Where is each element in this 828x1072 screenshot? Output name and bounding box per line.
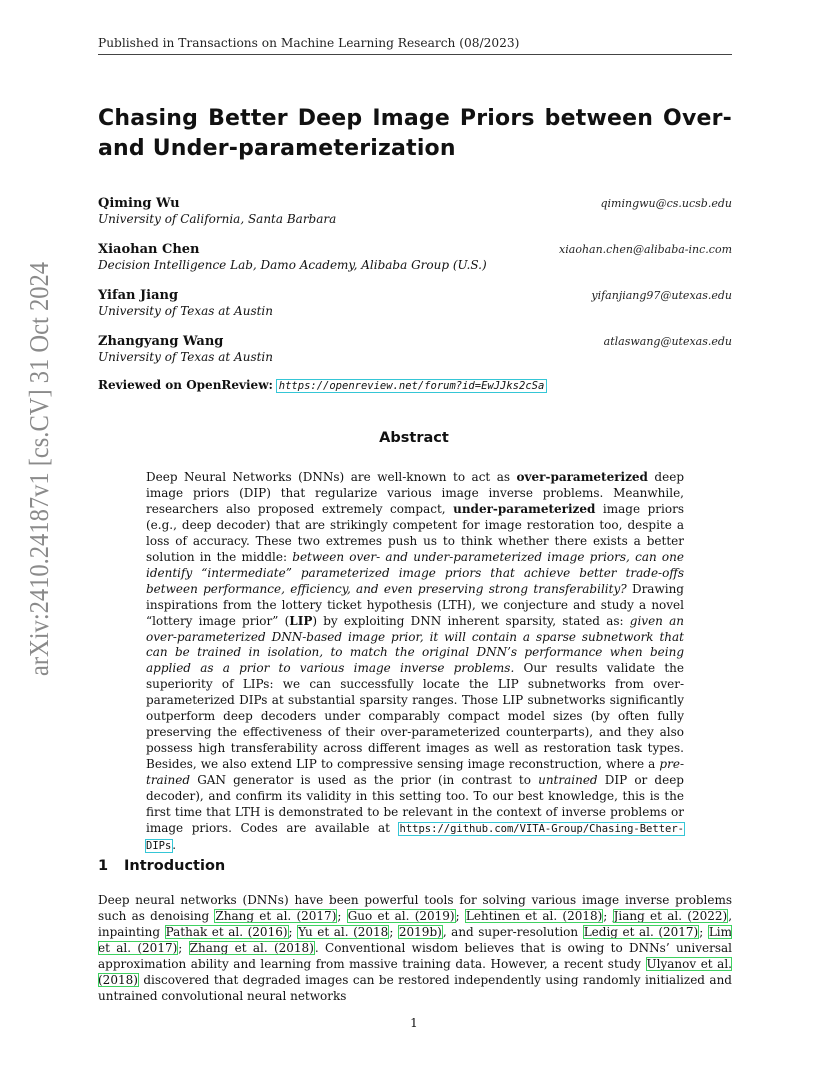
citation-link[interactable]: Ulyanov et al. (2018) <box>98 956 732 987</box>
arxiv-identifier-svg <box>8 262 60 676</box>
abstract-text: deep image priors (DIP) that regularize various image inverse problems. Meanwhile, researchers also proposed extremely compact, <box>146 470 685 516</box>
abstract-text: Deep Neural Networks (DNNs) are well-known to act as <box>146 470 517 484</box>
citation-link[interactable]: Zhang et al. (2017) <box>215 908 337 923</box>
abstract-bold: LIP <box>289 613 313 628</box>
section-title: Introduction <box>124 858 226 874</box>
intro-text: , inpainting <box>98 908 733 939</box>
intro-text: . Conventional wisdom believes that is owing to DNNs’ universal approximation ability and learning from massive training data. However, a recent study <box>98 940 733 971</box>
intro-text: discovered that degraded images can be restored independently using randomly initialized and untrained convolutional neural networks <box>98 972 732 1003</box>
abstract-body <box>146 470 684 855</box>
citation-link[interactable]: Lim et al. (2017) <box>98 924 733 955</box>
abstract-text: Our results validate the superiority of LIPs: we can successfully locate the LIP subnetworks from over-parameterized DIPs at substantial sparsity ranges. Those LIP subnetworks significantly outperform deep decoders under comparably compact model sizes (by often fully preserving the effectiveness of their over-parameterized counterparts), and they also possess high transferability across different images as well as restoration task types. Besides, we also extend LIP to compressive sensing image reconstruction, where a <box>146 661 684 772</box>
author-entry <box>98 196 732 242</box>
abstract-italic: between over- and under-parameterized image priors, can one identify “intermediate” parameterized image priors that achieve better trade-offs between performance, efficiency, and even preserving strong transferability? <box>146 549 684 596</box>
intro-text: ; <box>603 908 613 923</box>
abstract-italic: given an over-parameterized DNN-based image prior, it will contain a sparse subnetwork that can be trained in isolation, to match the original DNN’s performance when being applied as a prior to various image inverse problems. <box>146 613 685 676</box>
author-affiliation: University of Texas at Austin <box>98 350 273 364</box>
arxiv-identifier-stamp <box>8 262 60 676</box>
citation-link[interactable]: Pathak et al. (2016) <box>165 924 288 939</box>
intro-text: ; <box>389 924 398 939</box>
running-head: Published in Transactions on Machine Learning Research (08/2023) <box>98 36 732 55</box>
abstract-italic: pre-trained <box>146 757 684 788</box>
citation-link[interactable]: Jiang et al. (2022) <box>613 908 728 923</box>
author-name: Zhangyang Wang <box>98 334 224 349</box>
section-number: 1 <box>98 858 109 874</box>
abstract-bold: over-parameterized <box>516 470 648 484</box>
review-label: Reviewed on OpenReview: <box>98 378 273 392</box>
author-email[interactable]: yifanjiang97@utexas.edu <box>591 289 732 302</box>
openreview-link[interactable]: https://openreview.net/forum?id=EwJJks2cSa <box>278 380 545 392</box>
citation-link[interactable]: Yu et al. (2018 <box>298 924 389 939</box>
intro-paragraph <box>98 893 732 1005</box>
citation-link[interactable]: Zhang et al. (2018) <box>189 940 314 955</box>
author-name: Xiaohan Chen <box>98 242 200 257</box>
citation-link[interactable]: Guo et al. (2019) <box>347 908 455 923</box>
abstract-text: image priors (e.g., deep decoder) that are strikingly competent for image restoration too, despite a loss of accuracy. These two extremes push us to think whether there exists a better solution in the middle: <box>146 501 684 564</box>
intro-text: Deep neural networks (DNNs) have been powerful tools for solving various image inverse problems such as denoising <box>98 893 732 923</box>
abstract-text: . <box>172 837 177 852</box>
intro-text: ; <box>699 924 708 939</box>
section-heading <box>98 858 225 874</box>
intro-text: ; <box>337 908 347 923</box>
author-email[interactable]: atlaswang@utexas.edu <box>603 335 732 348</box>
review-line <box>98 377 732 394</box>
intro-text: ; <box>455 908 465 923</box>
abstract-text: GAN generator is used as the prior (in contrast to <box>190 773 539 788</box>
abstract-bold: under-parameterized <box>453 501 596 516</box>
author-entry <box>98 334 732 380</box>
intro-text: ; <box>178 940 189 955</box>
author-entry <box>98 242 732 288</box>
abstract-italic: untrained <box>538 773 598 788</box>
citation-link[interactable]: 2019b) <box>398 924 442 939</box>
arxiv-identifier-text: arXiv:2410.24187v1 [cs.CV] 31 Oct 2024 <box>24 262 54 676</box>
code-link[interactable]: https://github.com/VITA-Group/Chasing-Better-DIPs <box>146 822 684 852</box>
author-name: Qiming Wu <box>98 196 180 211</box>
abstract-text: ) by exploiting DNN inherent sparsity, stated as: <box>312 613 630 628</box>
citation-link[interactable]: Lehtinen et al. (2018) <box>465 908 603 923</box>
author-block <box>98 196 732 380</box>
abstract-text: DIP or deep decoder), and confirm its validity in this setting too. To our best knowledge, this is the first time that LTH is demonstrated to be relevant in the context of inverse problems or image priors. Codes are available at <box>146 773 684 835</box>
intro-text: , and super-resolution <box>442 924 583 939</box>
author-entry <box>98 288 732 334</box>
paper-title: Chasing Better Deep Image Priors between Over- and Under-parameterization <box>98 106 732 161</box>
author-affiliation: University of Texas at Austin <box>98 304 273 318</box>
author-name: Yifan Jiang <box>98 288 179 303</box>
author-affiliation: Decision Intelligence Lab, Damo Academy, Alibaba Group (U.S.) <box>98 258 487 272</box>
author-affiliation: University of California, Santa Barbara <box>98 212 337 226</box>
author-email[interactable]: xiaohan.chen@alibaba-inc.com <box>559 243 732 256</box>
intro-text: ; <box>288 924 298 939</box>
abstract-text: Drawing inspirations from the lottery ticket hypothesis (LTH), we conjecture and study a novel “lottery image prior” ( <box>146 581 684 628</box>
abstract-heading: Abstract <box>379 430 449 446</box>
citation-link[interactable]: Ledig et al. (2017) <box>583 924 699 939</box>
author-email[interactable]: qimingwu@cs.ucsb.edu <box>600 197 732 210</box>
page-number: 1 <box>410 1016 418 1030</box>
